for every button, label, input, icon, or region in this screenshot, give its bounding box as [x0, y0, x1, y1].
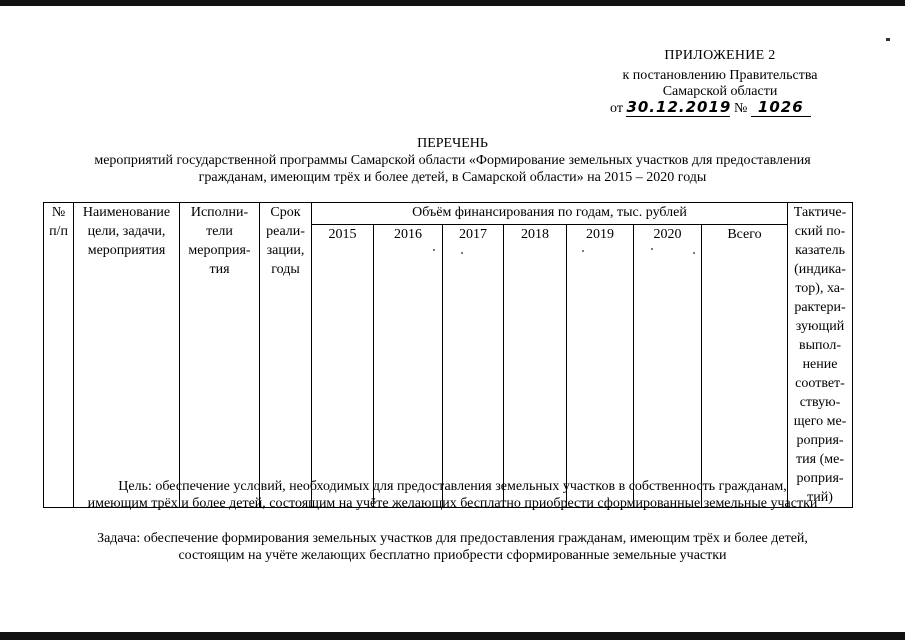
year-2016: 2016 [374, 225, 443, 508]
task-line2: состоящим на учёте желающих бесплатно приобрести сформированные земельные участки [178, 548, 727, 563]
goal-line2: имеющим трёх и более детей, состоящим на учёте желающих бесплатно приобрести сформированные земельные участки [87, 496, 818, 511]
year-2017: 2017 [443, 225, 504, 508]
appendix-line2: Самарской области [662, 84, 778, 99]
year-2015: 2015 [312, 225, 374, 508]
year-2019: 2019 [567, 225, 634, 508]
appendix-title: ПРИЛОЖЕНИЕ 2 [664, 48, 776, 63]
list-subtitle-line2: гражданам, имеющим трёх и более детей, в Самарской области» на 2015 – 2020 годы [198, 170, 707, 185]
scan-bottom-border [0, 632, 905, 640]
header-indicator: Тактиче- ский по- казатель (индика- тор), ха- рактери- зующий выпол- нение соответ- ствую- щего ме- роприя- тия (ме- роприя- тий) [788, 203, 853, 508]
scan-top-border [0, 0, 905, 6]
year-2018: 2018 [504, 225, 567, 508]
scan-speck [582, 250, 584, 252]
number-label: № [733, 101, 748, 116]
goal-line1: Цель: обеспечение условий, необходимых для предоставления земельных участков в собственность гражданам, [118, 479, 787, 494]
list-title: ПЕРЕЧЕНЬ [417, 136, 488, 151]
date-prefix: от [610, 101, 623, 116]
scan-speck [886, 38, 890, 41]
task-line1: Задача: обеспечение формирования земельных участков для предоставления гражданам, имеющим трёх и более детей, [97, 531, 808, 546]
scan-speck [433, 249, 435, 251]
header-term: Срок реали- зации, годы [260, 203, 312, 508]
header-funding: Объём финансирования по годам, тыс. рублей [312, 203, 788, 225]
handwritten-date: 30.12.2019 [626, 98, 732, 116]
handwritten-number: 1026 [751, 98, 811, 117]
scan-speck [651, 248, 653, 250]
appendix-line1: к постановлению Правительства [622, 68, 818, 83]
header-name: Наименование цели, задачи, мероприятия [74, 203, 180, 508]
appendix-date-line [610, 98, 811, 118]
scan-speck [461, 252, 463, 254]
table-header-row [44, 203, 853, 225]
year-2020: 2020 [634, 225, 702, 508]
header-number: № п/п [44, 203, 74, 508]
funding-table [43, 202, 853, 508]
header-executors: Исполни- тели мероприя- тия [180, 203, 260, 508]
year-total: Всего [702, 225, 788, 508]
list-subtitle-line1: мероприятий государственной программы Самарской области «Формирование земельных участков для предоставления [94, 153, 811, 168]
scan-speck [693, 252, 695, 254]
